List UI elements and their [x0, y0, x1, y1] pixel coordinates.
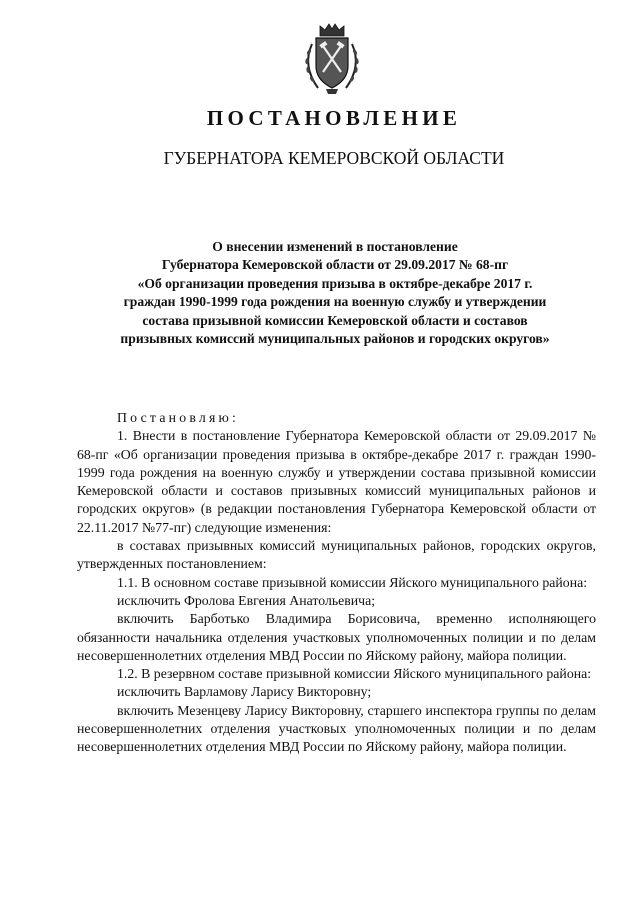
- document-title: [70, 238, 600, 348]
- title-line: состава призывной комиссии Кемеровской области и составов: [142, 312, 528, 328]
- title-line: Губернатора Кемеровской области от 29.09.2017 № 68-пг: [161, 257, 509, 273]
- body-paragraph: исключить Варламову Ларису Викторовну;: [117, 684, 372, 700]
- body-paragraph: 1.2. В резервном составе призывной комиссии Яйского муниципального района:: [117, 666, 592, 682]
- issuer-heading: ГУБЕРНАТОРА КЕМЕРОВСКОЙ ОБЛАСТИ: [163, 148, 505, 168]
- body-paragraph: исключить Фролова Евгения Анатольевича;: [117, 592, 376, 608]
- body-paragraph: 1.1. В основном составе призывной комиссии Яйского муниципального района:: [117, 574, 588, 590]
- title-line: О внесении изменений в постановление: [212, 239, 458, 254]
- body-paragraph: 1. Внести в постановление Губернатора Кемеровской области от 29.09.2017 № 68-пг «Об организации проведения призыва в октябре-декабре 2017 г. граждан 1990-1999 года рождения на военную службу и утверждении состава призывной комиссии Кемеровской области и составов призывных комиссий муниципальных районов и городских округов» (в редакции постановления Губернатора Кемеровской области от 22.11.2017 №77-пг) следующие изменения:: [77, 428, 596, 535]
- body-paragraph: включить Барботько Владимира Борисовича, временно исполняющего обязанности начальника отделения участковых уполномоченных полиции и по делам несовершеннолетних отделения МВД России по Яйскому району, майора полиции.: [77, 611, 596, 663]
- resolve-statement: Постановляю:: [117, 410, 240, 425]
- kemerovo-oblast-coat-of-arms-icon: [296, 22, 368, 96]
- title-line: «Об организации проведения призыва в октябре-декабре 2017 г.: [137, 275, 533, 291]
- document-body: [77, 409, 596, 757]
- body-paragraph: включить Мезенцеву Ларису Викторовну, старшего инспектора группы по делам несовершеннолетних отделения участковых уполномоченных полиции и по делам несовершеннолетних отделения МВД России по Яйскому району, майора полиции.: [77, 702, 596, 755]
- body-paragraph: в составах призывных комиссий муниципальных районов, городских округов, утвержденных постановлением:: [77, 538, 596, 572]
- title-line: граждан 1990-1999 года рождения на военную службу и утверждении: [123, 294, 547, 310]
- title-line: призывных комиссий муниципальных районов и городских округов»: [120, 331, 550, 347]
- document-type-heading: ПОСТАНОВЛЕНИЕ: [206, 106, 462, 130]
